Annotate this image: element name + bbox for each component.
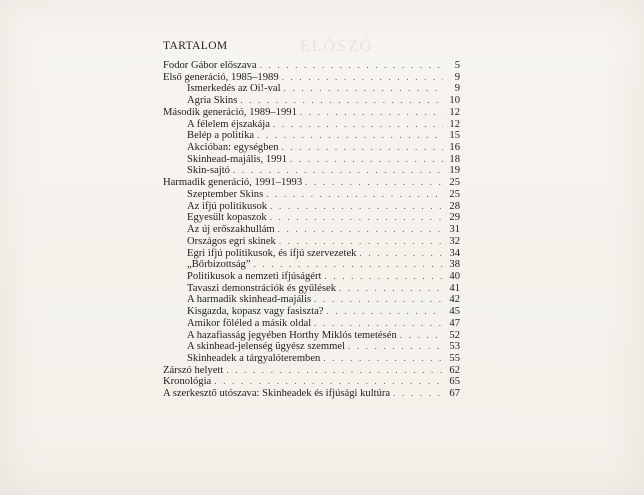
- toc-entry: [163, 330, 460, 342]
- toc-page-number: 65: [449, 376, 460, 388]
- toc-page-number: 31: [449, 224, 460, 236]
- dot-leader: [400, 330, 443, 342]
- toc-entry-title: Amikor föléled a másik oldal: [187, 317, 312, 329]
- toc-entry: [163, 341, 460, 353]
- toc-page-number: 42: [449, 294, 460, 306]
- dot-leader: [257, 130, 443, 142]
- dot-leader: [279, 236, 443, 248]
- dot-leader: [260, 60, 443, 72]
- toc-page-number: 18: [449, 153, 460, 165]
- toc-entry: [163, 212, 460, 224]
- dot-leader: [339, 283, 443, 295]
- dot-leader: [214, 376, 443, 388]
- toc-entry-title: A szerkesztő utószava: Skinheadek és ifjúsági kultúra: [163, 388, 391, 400]
- toc-page-number: 25: [449, 177, 460, 189]
- toc-entry: [163, 154, 460, 166]
- toc-page-number: 62: [449, 364, 460, 376]
- toc-page-number: 12: [449, 106, 460, 118]
- toc-entry-title: A harmadik skinhead-majális: [187, 294, 312, 306]
- toc-entry-title: „Bőrbizottság”: [187, 259, 251, 271]
- dot-leader: [359, 248, 443, 260]
- dot-leader: [282, 142, 444, 154]
- dot-leader: [270, 212, 443, 224]
- toc-entry: [163, 306, 460, 318]
- toc-entry: [163, 165, 460, 177]
- toc-entry-title: Skin-sajtó: [187, 165, 230, 177]
- toc-page-number: 9: [454, 83, 460, 95]
- toc-entry: [163, 60, 460, 72]
- toc-entry-title: A skinhead-jelenség ügyész szemmel: [187, 341, 345, 353]
- toc-page-number: 15: [449, 130, 460, 142]
- dot-leader: [254, 259, 443, 271]
- dot-leader: [305, 177, 443, 189]
- toc-entry: [163, 236, 460, 248]
- dot-leader: [327, 306, 444, 318]
- toc-page-number: 67: [449, 388, 460, 400]
- toc-page-number: 55: [449, 352, 460, 364]
- dot-leader: [348, 341, 443, 353]
- toc-entry: [163, 259, 460, 271]
- toc-entry: [163, 83, 460, 95]
- toc-entry: [163, 119, 460, 131]
- toc-entry: [163, 248, 460, 260]
- toc-entry: [163, 224, 460, 236]
- toc-page-number: 34: [449, 247, 460, 259]
- dot-leader: [282, 72, 443, 84]
- dot-leader: [393, 388, 443, 400]
- toc-page-number: 25: [449, 188, 460, 200]
- table-of-contents: [163, 60, 460, 400]
- toc-entry-title: A hazafiasság jegyében Horthy Miklós temetésén: [187, 329, 397, 341]
- toc-entry-title: Ismerkedés az Oi!-val: [187, 83, 281, 95]
- dot-leader: [290, 154, 443, 166]
- toc-entry-title: Kisgazda, kopasz vagy fasiszta?: [187, 306, 324, 318]
- toc-page-number: 19: [449, 165, 460, 177]
- toc-entry: [163, 95, 460, 107]
- toc-entry: [163, 107, 460, 119]
- dot-leader: [324, 271, 443, 283]
- toc-page-number: 32: [449, 235, 460, 247]
- toc-page-number: 38: [449, 259, 460, 271]
- toc-entry-title: Harmadik generáció, 1991–1993: [163, 177, 303, 189]
- toc-entry-title: Kronológia: [163, 376, 212, 388]
- toc-entry-title: Második generáció, 1989–1991: [163, 106, 297, 118]
- toc-page-number: 12: [449, 118, 460, 130]
- toc-entry: [163, 72, 460, 84]
- toc-entry: [163, 294, 460, 306]
- toc-entry: [163, 376, 460, 388]
- toc-entry-title: Egri ifjú politikusok, és ifjú szervezetek: [187, 247, 357, 259]
- dot-leader: [323, 353, 443, 365]
- toc-entry-title: Országos egri skinek: [187, 235, 276, 247]
- toc-entry-title: Szeptember Skins: [187, 188, 264, 200]
- toc-entry-title: Egyesült kopaszok: [187, 212, 267, 224]
- toc-entry-title: Az új erőszakhullám: [187, 224, 275, 236]
- dot-leader: [278, 224, 443, 236]
- toc-page-number: 53: [449, 341, 460, 353]
- toc-entry-title: Az ifjú politikusok: [187, 200, 268, 212]
- dot-leader: [314, 318, 443, 330]
- toc-page-number: 29: [449, 212, 460, 224]
- toc-page-number: 5: [454, 60, 460, 71]
- toc-entry-title: A félelem éjszakája: [187, 118, 270, 130]
- toc-page-number: 41: [449, 282, 460, 294]
- toc-entry: [163, 283, 460, 295]
- toc-page-number: 40: [449, 270, 460, 282]
- toc-page-number: 47: [449, 317, 460, 329]
- toc-entry: [163, 189, 460, 201]
- toc-page-number: 28: [449, 200, 460, 212]
- toc-entry: [163, 388, 460, 400]
- toc-entry: [163, 365, 460, 377]
- faint-bleedthrough-heading: ELŐSZÓ: [300, 38, 374, 55]
- page-title: TARTALOM: [163, 40, 228, 52]
- toc-entry: [163, 201, 460, 213]
- toc-page-number: 10: [449, 95, 460, 107]
- dot-leader: [226, 365, 443, 377]
- dot-leader: [273, 119, 443, 131]
- dot-leader: [314, 294, 443, 306]
- toc-entry-title: Belép a politika: [187, 130, 255, 142]
- toc-entry: [163, 142, 460, 154]
- toc-entry: [163, 353, 460, 365]
- toc-entry: [163, 177, 460, 189]
- toc-entry-title: Agria Skins: [187, 95, 238, 107]
- dot-leader: [284, 83, 443, 95]
- toc-entry-title: Skinheadek a tárgyalóteremben: [187, 352, 321, 364]
- toc-page-number: 52: [449, 329, 460, 341]
- toc-page-number: 45: [449, 306, 460, 318]
- dot-leader: [233, 165, 443, 177]
- toc-entry-title: Akcióban: egységben: [187, 142, 279, 154]
- dot-leader: [266, 189, 443, 201]
- toc-entry-title: Tavaszi demonstrációk és gyűlések: [187, 282, 336, 294]
- toc-entry-title: Zárszó helyett: [163, 364, 224, 376]
- dot-leader: [270, 201, 443, 213]
- toc-page-number: 9: [454, 71, 460, 83]
- toc-entry-title: Skinhead-majális, 1991: [187, 153, 288, 165]
- toc-entry-title: Politikusok a nemzeti ifjúságért: [187, 270, 322, 282]
- toc-page-number: 16: [449, 142, 460, 154]
- toc-entry-title: Első generáció, 1985–1989: [163, 71, 279, 83]
- toc-entry: [163, 318, 460, 330]
- toc-entry: [163, 130, 460, 142]
- toc-entry-title: Fodor Gábor előszava: [163, 60, 257, 71]
- dot-leader: [300, 107, 443, 119]
- dot-leader: [240, 95, 443, 107]
- toc-entry: [163, 271, 460, 283]
